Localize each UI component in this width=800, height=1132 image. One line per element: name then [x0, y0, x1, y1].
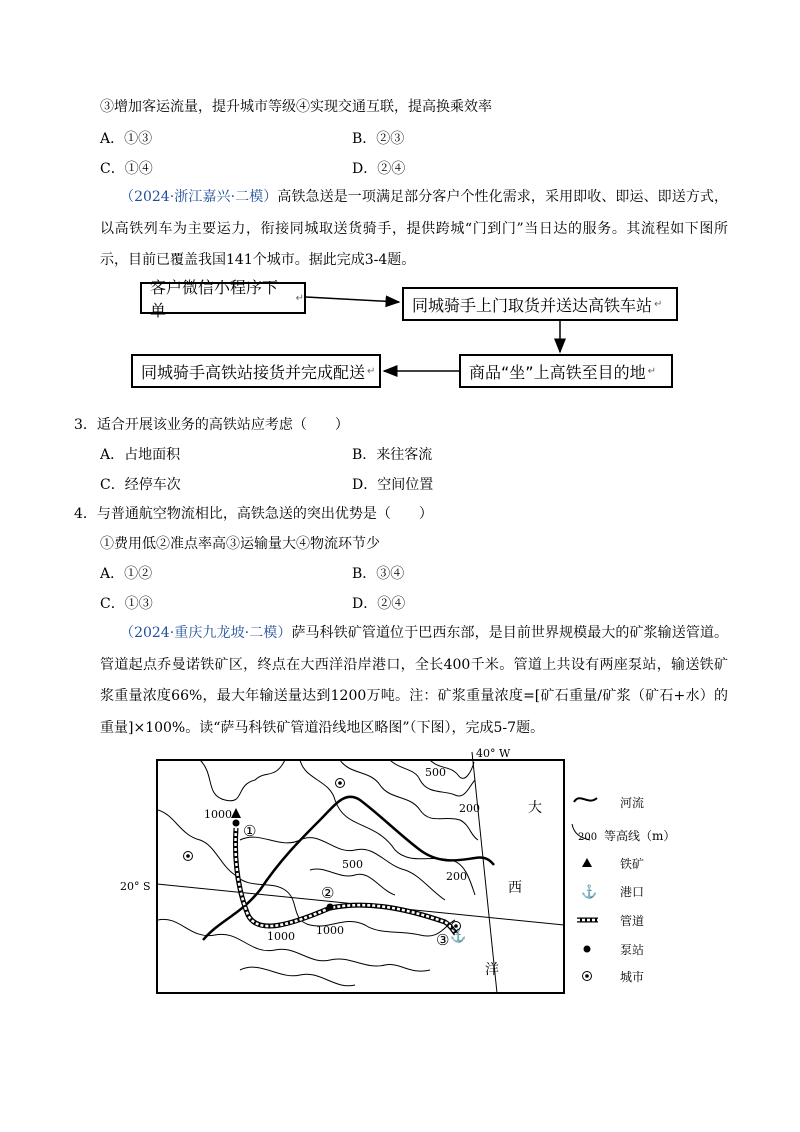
contour-line: [240, 967, 355, 986]
contour-label: 200: [446, 870, 467, 883]
q3-stem: 3．适合开展该业务的高铁站应考虑（ ）: [74, 417, 349, 433]
passage-1-source: （2024·浙江嘉兴·二模）: [120, 189, 278, 205]
iron-mine-icon: [231, 808, 241, 818]
contour-label: 200: [459, 802, 480, 815]
passage-1-text: 高铁急送是一项满足部分客户个性化需求，采用即收、即运、即送方式，以高铁列车为主要运力，衔接同城取送货骑手，提供跨城“门到门”当日达的服务。其流程如下图所示，目前已覆盖我国141个城市。据此完成3-4题。: [100, 189, 728, 268]
station-3-label: ③: [436, 931, 450, 949]
flow-step-train: 商品“坐”上高铁至目的地 ↵: [459, 354, 673, 388]
q4-option-d[interactable]: D．②④: [352, 596, 406, 612]
contour-line: [158, 919, 430, 971]
map-frame: [157, 760, 564, 993]
contour-label: 1000: [316, 924, 344, 937]
q3-option-d[interactable]: D．空间位置: [352, 477, 434, 493]
port-icon: ⚓: [450, 929, 467, 944]
q4-option-a[interactable]: A．①②: [100, 566, 153, 582]
q3-option-b[interactable]: B．来往客流: [352, 447, 433, 463]
passage-2: [100, 618, 728, 744]
city-icon: [184, 852, 193, 861]
flow-step-pickup: 同城骑手上门取货并送达高铁车站 ↵: [402, 287, 678, 321]
iron-mine-icon: [582, 858, 592, 867]
port-icon: ⚓: [581, 885, 598, 900]
flowchart-arrows: [0, 0, 800, 420]
pump-station-icon: [327, 904, 334, 911]
meridian-40w: [472, 752, 497, 993]
contour-label: 500: [425, 766, 446, 779]
contour-line: [200, 760, 285, 801]
lat-label: 20° S: [120, 880, 151, 893]
q3-option-a[interactable]: A．占地面积: [100, 447, 181, 463]
river-icon: [574, 798, 597, 802]
q2-option-c[interactable]: C．①④: [100, 161, 153, 177]
station-1-label: ①: [243, 822, 257, 840]
legend-contour-label: 等高线（m）: [604, 829, 676, 843]
passage-2-text: 萨马科铁矿管道位于巴西东部，是目前世界规模最大的矿浆输送管道。管道起点乔曼诺铁矿区，终点在大西洋沿岸港口，全长400千米。管道上共设有两座泵站，输送铁矿浆重量浓度66%，最大年输送量达到1200万吨。注：矿浆重量浓度=[矿石重量/矿浆（矿石+水）的重量]×100%。读“萨马科铁矿管道沿线地区略图”（下图），完成5-7题。: [100, 625, 729, 736]
passage-2-source: （2024·重庆九龙坡·二模）: [120, 625, 292, 641]
q3-option-c[interactable]: C．经停车次: [100, 477, 181, 493]
contour-label: 1000: [204, 808, 232, 821]
q2-option-a[interactable]: A．①③: [100, 131, 153, 147]
legend-contour-value: 200: [578, 832, 598, 843]
q4-statement: ①费用低②准点率高③运输量大④物流环节少: [100, 536, 380, 552]
station-2-label: ②: [321, 884, 335, 902]
ocean-char: 西: [508, 880, 522, 896]
pump-station-icon: [584, 946, 591, 953]
legend-pipeline-label: 管道: [620, 914, 645, 928]
q2-statement: ③增加客运流量，提升城市等级④实现交通互联，提高换乘效率: [100, 99, 492, 115]
map-legend: [572, 795, 675, 984]
legend-river-label: 河流: [620, 796, 645, 810]
q4-option-b[interactable]: B．③④: [352, 566, 405, 582]
city-icon: [336, 779, 345, 788]
contour-label: 1000: [267, 930, 295, 943]
ocean-char: 洋: [485, 962, 499, 978]
lon-label: 40° W: [476, 747, 511, 760]
legend-iron-label: 铁矿: [620, 857, 645, 871]
contour-label: 500: [342, 858, 363, 871]
q4-option-c[interactable]: C．①③: [100, 596, 153, 612]
legend-city-label: 城市: [620, 970, 645, 984]
legend-port-label: 港口: [620, 885, 645, 899]
q2-option-d[interactable]: D．②④: [352, 161, 406, 177]
ocean-char: 大: [528, 800, 542, 816]
flow-arrow-1: [306, 297, 399, 302]
pipeline-map: [0, 740, 800, 1000]
flow-step-delivery: 同城骑手高铁站接货并完成配送 ↵: [131, 354, 381, 388]
legend-pump-label: 泵站: [620, 943, 645, 957]
city-icon: [583, 972, 592, 981]
pump-station-icon: [233, 820, 240, 827]
flow-step-order: 客户微信小程序下单 ↵: [140, 282, 306, 314]
q4-stem: 4．与普通航空物流相比，高铁急送的突出优势是（ ）: [74, 506, 433, 522]
contour-lines: [158, 760, 478, 986]
q2-option-b[interactable]: B．②③: [352, 131, 405, 147]
